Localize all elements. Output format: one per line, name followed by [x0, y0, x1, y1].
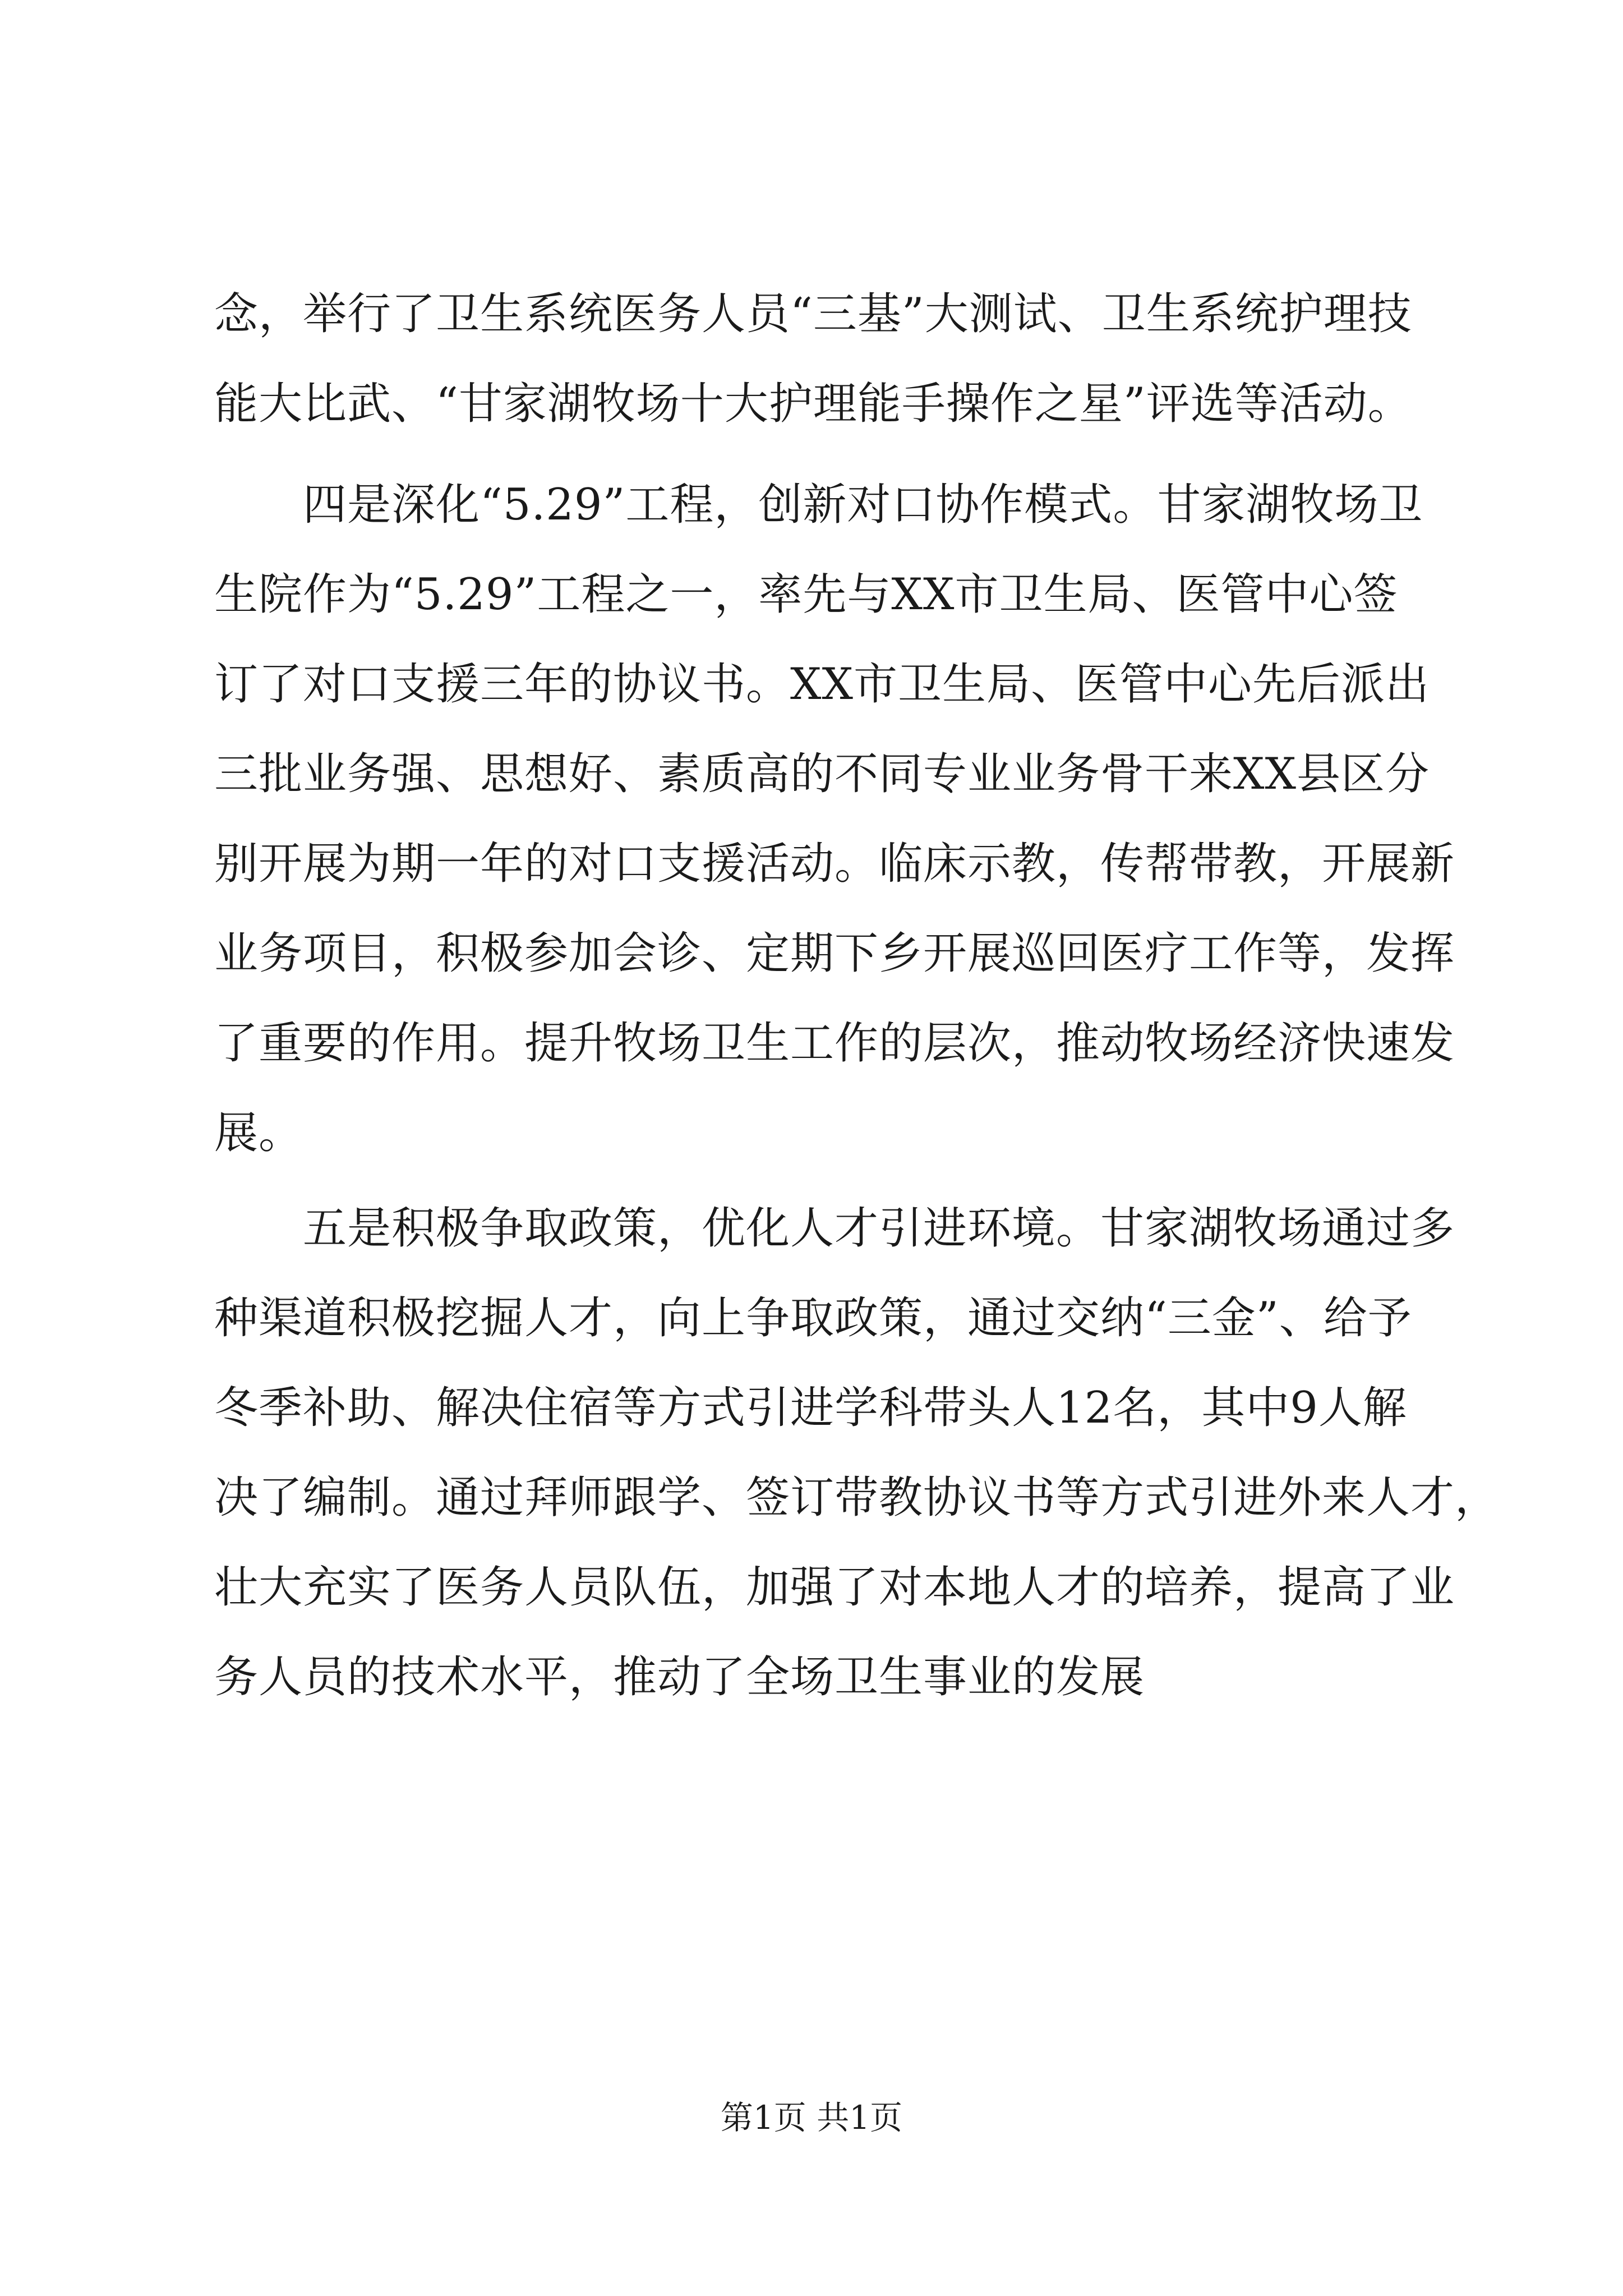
text-line: 生院作为“5.29”工程之一，率先与XX市卫生局、医管中心签: [214, 569, 1398, 620]
paragraph-5-first-line: 五是积极争取政策，优化人才引进环境。甘家湖牧场通过多: [303, 1203, 1455, 1254]
text-line: 务人员的技术水平，推动了全场卫生事业的发展: [214, 1652, 1145, 1703]
text-line: 业务项目，积极参加会诊、定期下乡开展巡回医疗工作等，发挥: [214, 928, 1455, 979]
text-line: 壮大充实了医务人员队伍，加强了对本地人才的培养，提高了业: [214, 1562, 1455, 1613]
text-line: 种渠道积极挖掘人才，向上争取政策，通过交纳“三金”、给予: [214, 1293, 1412, 1343]
paragraph-4-first-line: 四是深化“5.29”工程，创新对口协作模式。甘家湖牧场卫: [303, 480, 1423, 530]
text-line: 能大比武、“甘家湖牧场十大护理能手操作之星”评选等活动。: [214, 379, 1412, 429]
text-line: 展。: [214, 1108, 303, 1158]
text-line: 了重要的作用。提升牧场卫生工作的层次，推动牧场经济快速发: [214, 1018, 1455, 1069]
text-line: 念，举行了卫生系统医务人员“三基”大测试、卫生系统护理技: [214, 289, 1412, 339]
text-line: 别开展为期一年的对口支援活动。临床示教，传帮带教，开展新: [214, 839, 1455, 889]
text-line: 订了对口支援三年的协议书。XX市卫生局、医管中心先后派出: [214, 659, 1430, 710]
text-line: 冬季补助、解决住宿等方式引进学科带头人12名，其中9人解: [214, 1383, 1407, 1433]
text-line: 决了编制。通过拜师跟学、签订带教协议书等方式引进外来人才，: [214, 1473, 1500, 1523]
page-number-footer: 第1页 共1页: [720, 2099, 903, 2137]
text-line: 三批业务强、思想好、素质高的不同专业业务骨干来XX县区分: [214, 749, 1430, 799]
